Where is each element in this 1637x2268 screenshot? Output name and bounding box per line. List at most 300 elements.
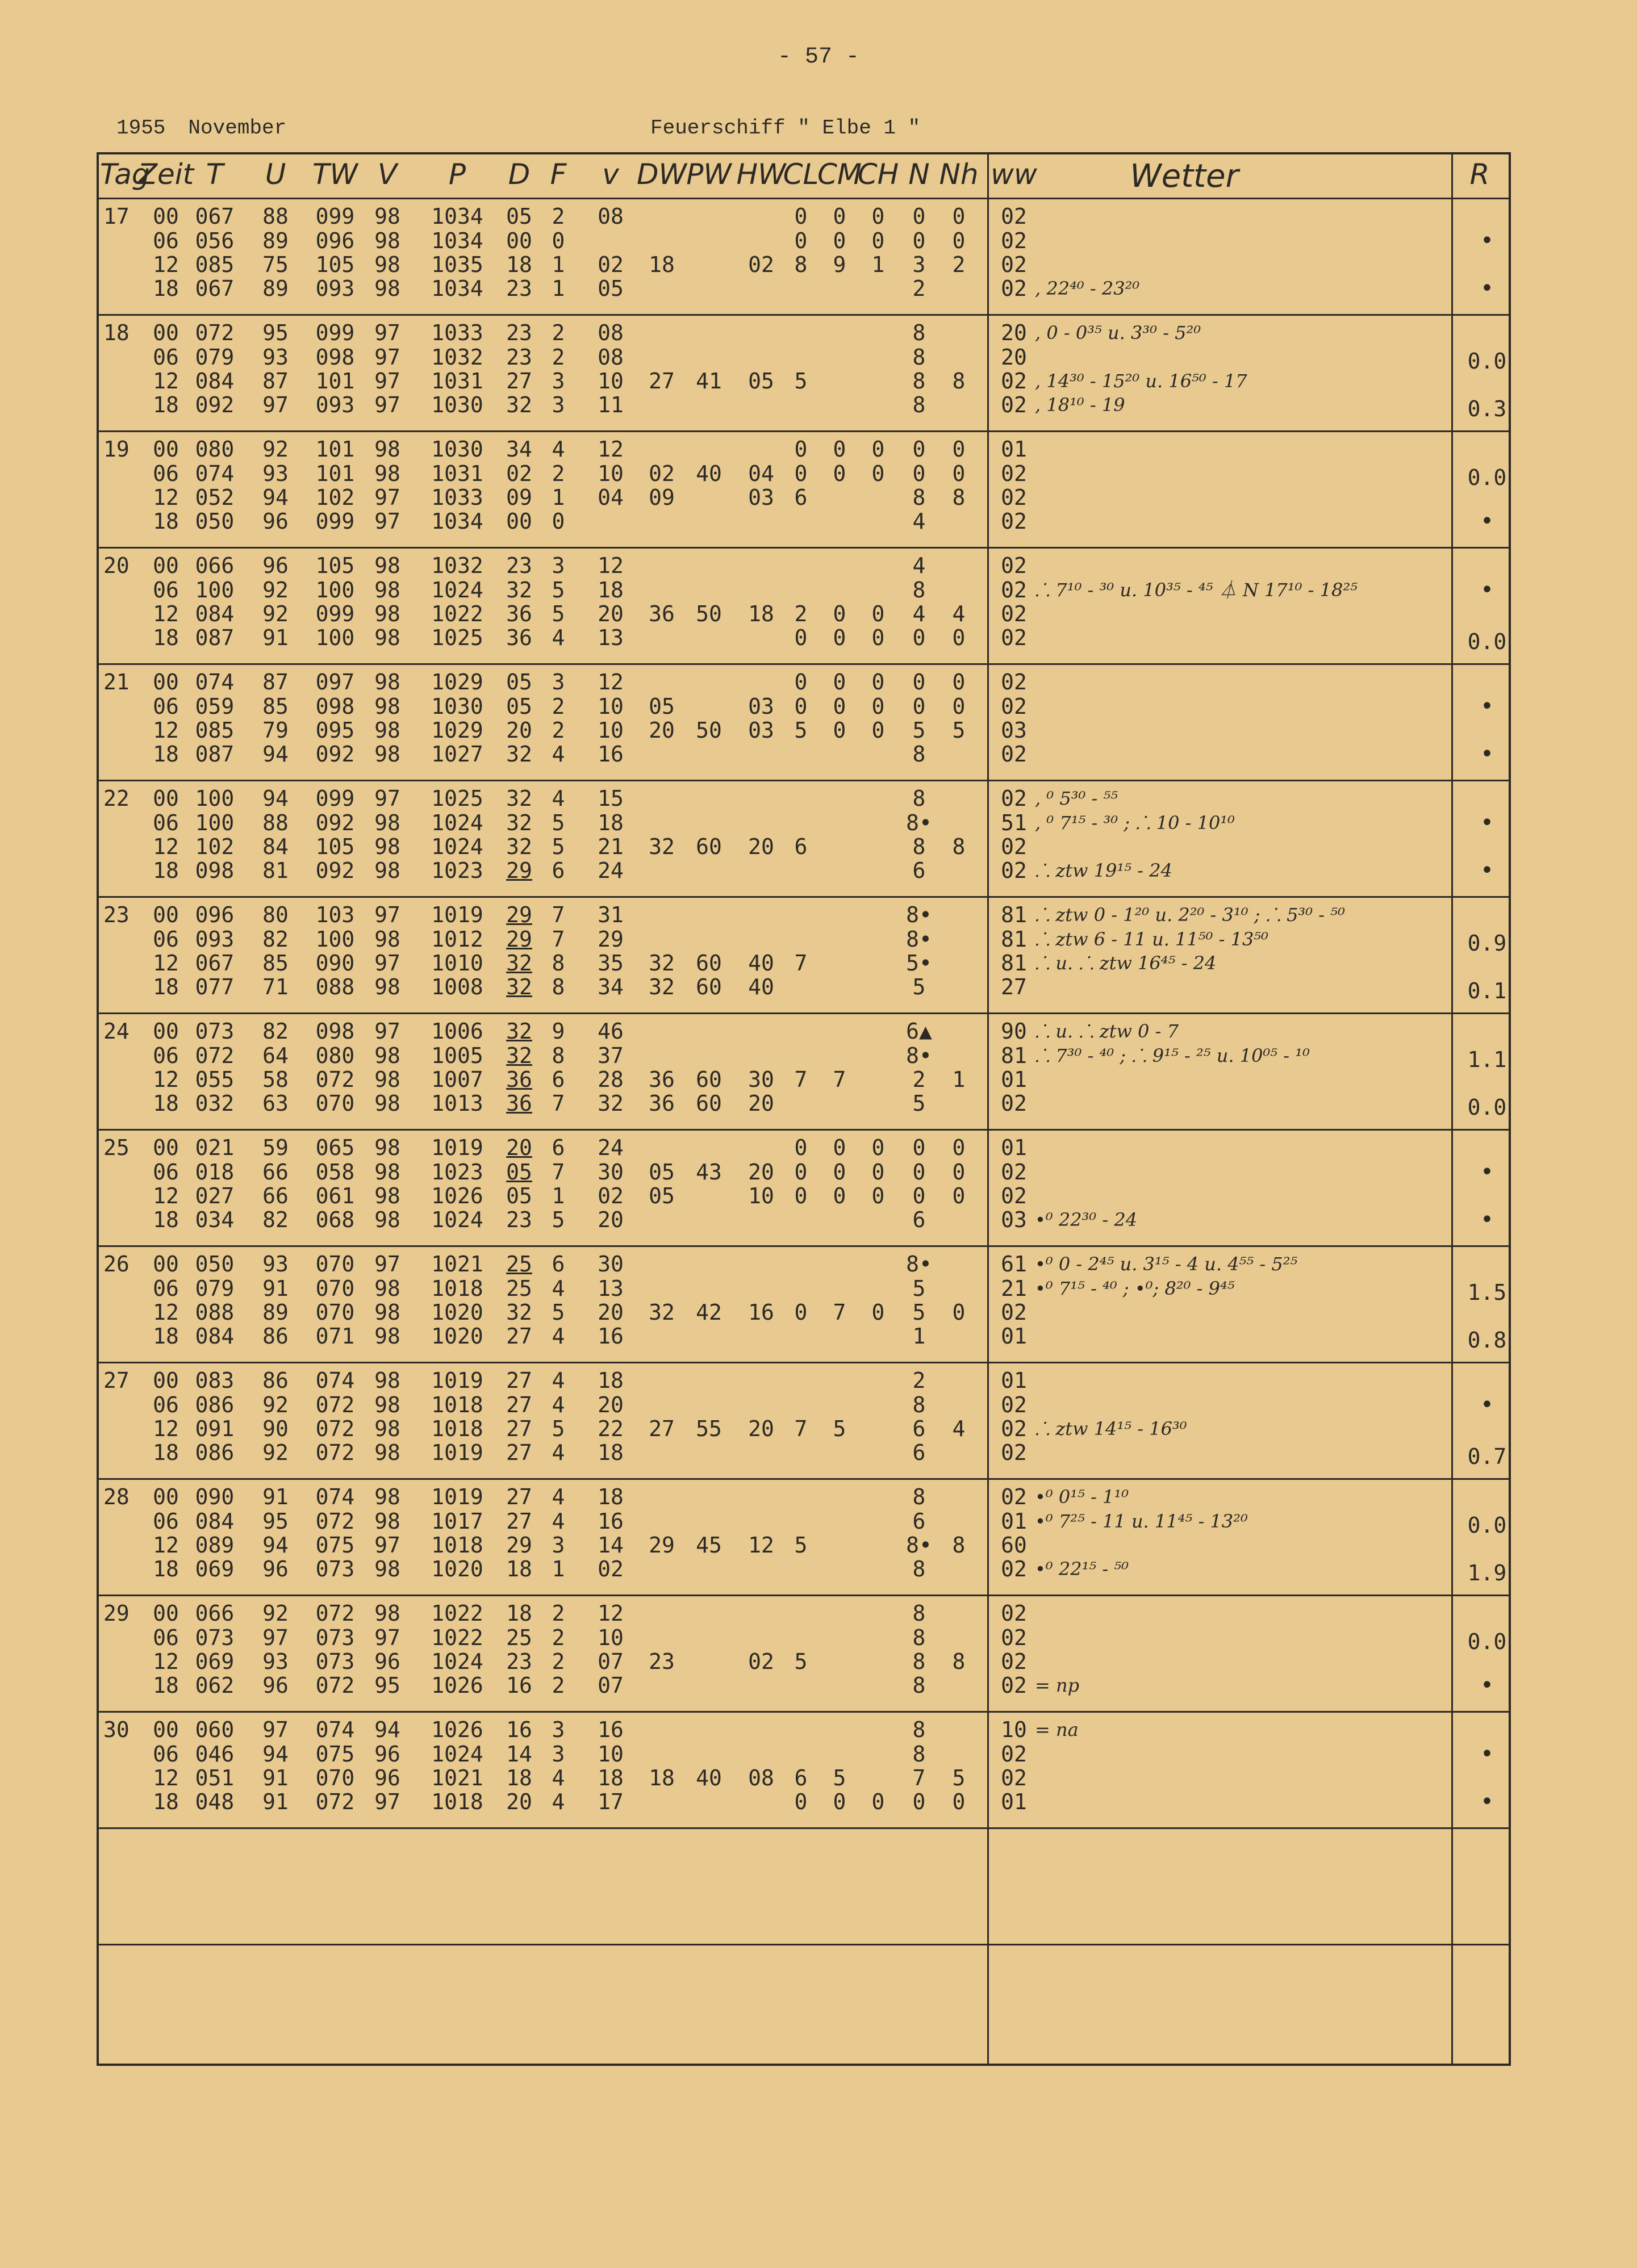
table-cell-ch: 0 <box>871 1160 885 1185</box>
table-cell-p: 1025 <box>431 625 483 650</box>
table-cell-zeit: 18 <box>153 1673 179 1698</box>
table-cell-v: 20 <box>598 601 624 626</box>
table-cell-v: 98 <box>374 553 400 578</box>
day-number: 17 <box>103 204 130 229</box>
precipitation-value: 0.1 <box>1467 978 1507 1003</box>
table-cell-t: 032 <box>195 1091 235 1116</box>
day-separator <box>97 1362 1511 1363</box>
table-cell-cm: 0 <box>833 228 846 253</box>
table-cell-v: 98 <box>374 437 400 462</box>
table-cell-n: 3 <box>912 252 926 277</box>
table-cell-ww: 10 <box>1001 1717 1027 1742</box>
table-cell-tw: 072 <box>315 1601 355 1626</box>
table-cell-hw: 16 <box>748 1300 774 1325</box>
table-cell-u: 66 <box>262 1183 289 1208</box>
table-cell-ww: 21 <box>1001 1276 1027 1301</box>
table-cell-d: 14 <box>506 1742 532 1767</box>
column-header-v: V <box>377 158 398 191</box>
table-cell-u: 94 <box>262 485 289 510</box>
day-number: 26 <box>103 1252 130 1277</box>
table-cell-d: 32 <box>506 1043 532 1068</box>
table-cell-tw: 072 <box>315 1509 355 1534</box>
table-cell-f: 5 <box>552 810 565 835</box>
table-cell-ww: 02 <box>1001 786 1027 811</box>
table-cell-cl: 0 <box>794 625 808 650</box>
weather-note: , 14³⁰ - 15²⁰ u. 16⁵⁰ - 17 <box>1035 370 1247 392</box>
table-cell-d: 27 <box>506 1368 532 1393</box>
table-cell-f: 4 <box>552 1368 565 1393</box>
day-number: 18 <box>103 320 130 345</box>
table-cell-u: 96 <box>262 509 289 534</box>
table-cell-n: 8 <box>912 392 926 417</box>
table-cell-d: 36 <box>506 601 532 626</box>
table-cell-f: 5 <box>552 1416 565 1441</box>
table-cell-f: 7 <box>552 1160 565 1185</box>
table-cell-zeit: 12 <box>153 951 179 976</box>
table-cell-tw: 105 <box>315 834 355 859</box>
table-cell-zeit: 00 <box>153 1368 179 1393</box>
table-cell-n: 2 <box>912 1368 926 1393</box>
table-cell-ww: 03 <box>1001 1207 1027 1232</box>
table-cell-t: 066 <box>195 1601 235 1626</box>
table-cell-d: 05 <box>506 694 532 719</box>
table-cell-p: 1032 <box>431 345 483 370</box>
table-cell-u: 64 <box>262 1043 289 1068</box>
table-cell-f: 4 <box>552 437 565 462</box>
table-cell-tw: 092 <box>315 858 355 883</box>
table-cell-n: 2 <box>912 276 926 301</box>
table-cell-ww: 02 <box>1001 1649 1027 1674</box>
table-cell-ww: 81 <box>1001 1043 1027 1068</box>
table-cell-u: 96 <box>262 1673 289 1698</box>
table-cell-nh: 1 <box>952 1067 966 1092</box>
table-cell-tw: 105 <box>315 553 355 578</box>
table-cell-v: 16 <box>598 1509 624 1534</box>
day-number: 25 <box>103 1135 130 1160</box>
table-cell-cm: 7 <box>833 1300 846 1325</box>
table-cell-n: 5 <box>912 1091 926 1116</box>
table-cell-v: 95 <box>374 1673 400 1698</box>
table-cell-zeit: 18 <box>153 1789 179 1814</box>
table-cell-ww: 02 <box>1001 578 1027 602</box>
day-separator <box>97 780 1511 781</box>
table-cell-cl: 5 <box>794 718 808 743</box>
table-cell-u: 84 <box>262 834 289 859</box>
table-cell-v: 98 <box>374 1043 400 1068</box>
table-cell-v: 14 <box>598 1533 624 1558</box>
table-cell-p: 1010 <box>431 951 483 976</box>
table-cell-zeit: 00 <box>153 902 179 927</box>
table-cell-v: 97 <box>374 902 400 927</box>
table-cell-n: 8 <box>912 1484 926 1509</box>
table-cell-v: 98 <box>374 1416 400 1441</box>
table-cell-p: 1027 <box>431 742 483 767</box>
table-cell-v: 28 <box>598 1067 624 1092</box>
table-cell-d: 05 <box>506 1183 532 1208</box>
table-cell-n: 0 <box>912 1789 926 1814</box>
weather-note: •⁰ 22³⁰ - 24 <box>1035 1209 1138 1231</box>
table-cell-tw: 092 <box>315 742 355 767</box>
precipitation-value: • <box>1480 275 1494 302</box>
table-cell-v: 97 <box>374 786 400 811</box>
table-cell-u: 87 <box>262 369 289 394</box>
table-cell-n: 8 <box>912 834 926 859</box>
weather-note: ⸫ u. ⸫ ztw 16⁴⁵ - 24 <box>1035 952 1217 974</box>
table-cell-u: 92 <box>262 1440 289 1465</box>
table-cell-tw: 095 <box>315 718 355 743</box>
table-cell-n: 5• <box>906 951 932 976</box>
table-cell-tw: 073 <box>315 1649 355 1674</box>
table-cell-v: 29 <box>598 927 624 952</box>
day-separator <box>97 1711 1511 1713</box>
table-cell-t: 089 <box>195 1533 235 1558</box>
table-cell-zeit: 06 <box>153 1276 179 1301</box>
table-cell-ww: 02 <box>1001 553 1027 578</box>
weather-note: •⁰ 0 - 2⁴⁵ u. 3¹⁵ - 4 u. 4⁵⁵ - 5²⁵ <box>1035 1253 1298 1275</box>
table-cell-u: 91 <box>262 1765 289 1790</box>
table-cell-hw: 02 <box>748 252 774 277</box>
table-cell-n: 8 <box>912 485 926 510</box>
table-cell-t: 069 <box>195 1649 235 1674</box>
table-cell-t: 073 <box>195 1625 235 1650</box>
table-cell-n: 8 <box>912 1625 926 1650</box>
table-cell-d: 18 <box>506 1601 532 1626</box>
table-cell-p: 1034 <box>431 276 483 301</box>
table-cell-cl: 5 <box>794 369 808 394</box>
table-cell-v: 97 <box>374 392 400 417</box>
table-cell-zeit: 12 <box>153 1416 179 1441</box>
table-cell-ww: 02 <box>1001 485 1027 510</box>
table-cell-v: 98 <box>374 1324 400 1349</box>
table-cell-f: 1 <box>552 1183 565 1208</box>
table-cell-dw: 27 <box>649 1416 675 1441</box>
table-cell-u: 82 <box>262 1019 289 1044</box>
table-cell-d: 25 <box>506 1625 532 1650</box>
precipitation-value: • <box>1480 1789 1494 1815</box>
table-cell-n: 8• <box>906 1533 932 1558</box>
table-cell-d: 00 <box>506 509 532 534</box>
precipitation-value: • <box>1480 1392 1494 1418</box>
table-cell-p: 1017 <box>431 1509 483 1534</box>
precipitation-value: 0.8 <box>1467 1328 1507 1353</box>
table-cell-ww: 02 <box>1001 461 1027 486</box>
table-cell-v: 97 <box>374 369 400 394</box>
table-cell-v: 98 <box>374 625 400 650</box>
table-cell-f: 5 <box>552 1207 565 1232</box>
table-cell-f: 1 <box>552 1556 565 1581</box>
table-cell-u: 94 <box>262 742 289 767</box>
table-cell-v: 02 <box>598 1183 624 1208</box>
table-cell-zeit: 06 <box>153 345 179 370</box>
table-cell-zeit: 00 <box>153 1484 179 1509</box>
table-cell-tw: 068 <box>315 1207 355 1232</box>
divider-before-r <box>1451 152 1453 2066</box>
table-cell-f: 7 <box>552 902 565 927</box>
column-header-cl: CL <box>783 158 819 191</box>
table-cell-ww: 02 <box>1001 694 1027 719</box>
column-header-tw: TW <box>312 158 358 191</box>
table-cell-d: 23 <box>506 320 532 345</box>
column-header-wetter: Wetter <box>1130 158 1239 195</box>
table-cell-p: 1021 <box>431 1765 483 1790</box>
table-cell-v: 18 <box>598 810 624 835</box>
table-cell-ww: 01 <box>1001 1368 1027 1393</box>
table-cell-v: 20 <box>598 1207 624 1232</box>
table-cell-tw: 075 <box>315 1533 355 1558</box>
table-cell-p: 1019 <box>431 1135 483 1160</box>
table-cell-p: 1018 <box>431 1392 483 1417</box>
table-cell-zeit: 00 <box>153 1252 179 1277</box>
table-cell-tw: 098 <box>315 345 355 370</box>
table-cell-p: 1025 <box>431 786 483 811</box>
table-cell-v: 97 <box>374 1789 400 1814</box>
table-cell-t: 067 <box>195 276 235 301</box>
table-cell-hw: 20 <box>748 1091 774 1116</box>
table-cell-f: 4 <box>552 1440 565 1465</box>
table-cell-f: 2 <box>552 1625 565 1650</box>
table-cell-n: 4 <box>912 553 926 578</box>
empty-row-separator <box>97 1944 1511 1945</box>
table-cell-v: 98 <box>374 228 400 253</box>
table-cell-cm: 0 <box>833 461 846 486</box>
table-cell-v: 97 <box>374 485 400 510</box>
table-cell-n: 8• <box>906 927 932 952</box>
table-cell-t: 088 <box>195 1300 235 1325</box>
table-cell-tw: 103 <box>315 902 355 927</box>
table-cell-ww: 81 <box>1001 927 1027 952</box>
table-cell-u: 66 <box>262 1160 289 1185</box>
table-cell-t: 021 <box>195 1135 235 1160</box>
table-cell-v: 94 <box>374 1717 400 1742</box>
table-cell-pw: 60 <box>696 951 722 976</box>
table-cell-tw: 099 <box>315 204 355 229</box>
table-cell-hw: 05 <box>748 369 774 394</box>
table-cell-t: 066 <box>195 553 235 578</box>
table-cell-cm: 0 <box>833 625 846 650</box>
table-cell-dw: 29 <box>649 1533 675 1558</box>
table-cell-f: 6 <box>552 1135 565 1160</box>
table-cell-cl: 6 <box>794 834 808 859</box>
day-separator <box>97 663 1511 665</box>
table-cell-t: 073 <box>195 1019 235 1044</box>
table-cell-tw: 071 <box>315 1324 355 1349</box>
table-cell-p: 1035 <box>431 252 483 277</box>
table-cell-nh: 0 <box>952 625 966 650</box>
column-header-hw: HW <box>736 158 786 191</box>
table-cell-t: 072 <box>195 320 235 345</box>
column-header-p: P <box>448 158 466 191</box>
table-cell-d: 20 <box>506 718 532 743</box>
table-cell-v: 98 <box>374 718 400 743</box>
table-cell-zeit: 00 <box>153 204 179 229</box>
table-cell-v: 20 <box>598 1300 624 1325</box>
column-header-f: F <box>550 158 567 191</box>
table-cell-pw: 60 <box>696 1067 722 1092</box>
table-cell-v: 98 <box>374 1067 400 1092</box>
table-cell-ww: 02 <box>1001 834 1027 859</box>
table-cell-t: 055 <box>195 1067 235 1092</box>
table-cell-p: 1006 <box>431 1019 483 1044</box>
table-cell-d: 27 <box>506 1509 532 1534</box>
table-cell-zeit: 12 <box>153 252 179 277</box>
table-cell-v: 32 <box>598 1091 624 1116</box>
table-cell-v: 20 <box>598 1392 624 1417</box>
weather-note: •⁰ 22¹⁵ - ⁵⁰ <box>1035 1558 1129 1580</box>
table-cell-pw: 42 <box>696 1300 722 1325</box>
precipitation-value: • <box>1480 1159 1494 1185</box>
table-cell-d: 05 <box>506 669 532 694</box>
table-cell-u: 89 <box>262 228 289 253</box>
table-cell-tw: 072 <box>315 1392 355 1417</box>
table-cell-ch: 0 <box>871 437 885 462</box>
table-cell-cm: 0 <box>833 437 846 462</box>
table-cell-zeit: 00 <box>153 1717 179 1742</box>
table-cell-d: 36 <box>506 625 532 650</box>
table-cell-d: 18 <box>506 1765 532 1790</box>
table-cell-v: 98 <box>374 1392 400 1417</box>
table-cell-pw: 60 <box>696 974 722 999</box>
table-cell-cl: 6 <box>794 1765 808 1790</box>
table-cell-zeit: 18 <box>153 1440 179 1465</box>
table-cell-p: 1026 <box>431 1673 483 1698</box>
table-cell-ch: 0 <box>871 1135 885 1160</box>
table-cell-f: 1 <box>552 276 565 301</box>
table-cell-ww: 02 <box>1001 276 1027 301</box>
table-cell-v: 97 <box>374 345 400 370</box>
table-cell-zeit: 06 <box>153 461 179 486</box>
day-number: 28 <box>103 1484 130 1509</box>
table-cell-u: 59 <box>262 1135 289 1160</box>
table-cell-hw: 20 <box>748 834 774 859</box>
table-cell-p: 1034 <box>431 509 483 534</box>
table-cell-dw: 32 <box>649 974 675 999</box>
sheet-date <box>116 116 309 140</box>
precipitation-value: 0.0 <box>1467 1513 1507 1538</box>
table-cell-t: 084 <box>195 601 235 626</box>
table-cell-cl: 5 <box>794 1533 808 1558</box>
table-cell-zeit: 00 <box>153 1601 179 1626</box>
weather-note: ⸫ ztw 14¹⁵ - 16³⁰ <box>1035 1418 1187 1440</box>
table-cell-v: 07 <box>598 1649 624 1674</box>
column-header-r: R <box>1469 158 1490 191</box>
table-cell-tw: 061 <box>315 1183 355 1208</box>
table-cell-p: 1031 <box>431 369 483 394</box>
table-cell-d: 32 <box>506 834 532 859</box>
table-cell-ww: 02 <box>1001 392 1027 417</box>
table-cell-p: 1031 <box>431 461 483 486</box>
table-cell-n: 8 <box>912 786 926 811</box>
table-cell-v: 18 <box>598 1368 624 1393</box>
table-cell-cm: 0 <box>833 669 846 694</box>
table-cell-dw: 32 <box>649 834 675 859</box>
table-cell-hw: 40 <box>748 974 774 999</box>
precipitation-value: • <box>1480 228 1494 254</box>
table-cell-nh: 0 <box>952 1300 966 1325</box>
table-cell-u: 92 <box>262 1601 289 1626</box>
table-cell-zeit: 18 <box>153 1556 179 1581</box>
table-cell-v: 97 <box>374 1625 400 1650</box>
table-cell-t: 050 <box>195 509 235 534</box>
table-cell-v: 12 <box>598 553 624 578</box>
table-cell-cl: 5 <box>794 1649 808 1674</box>
table-cell-hw: 20 <box>748 1160 774 1185</box>
table-cell-n: 8 <box>912 1673 926 1698</box>
table-cell-zeit: 00 <box>153 553 179 578</box>
table-cell-d: 23 <box>506 553 532 578</box>
table-cell-n: 8 <box>912 742 926 767</box>
table-cell-u: 94 <box>262 1533 289 1558</box>
table-cell-p: 1007 <box>431 1067 483 1092</box>
table-cell-n: 5 <box>912 718 926 743</box>
table-cell-f: 3 <box>552 553 565 578</box>
table-cell-d: 20 <box>506 1789 532 1814</box>
table-cell-d: 27 <box>506 1392 532 1417</box>
table-cell-v: 12 <box>598 1601 624 1626</box>
table-cell-p: 1033 <box>431 485 483 510</box>
table-cell-t: 087 <box>195 742 235 767</box>
table-cell-f: 4 <box>552 1324 565 1349</box>
table-cell-n: 6▲ <box>906 1019 932 1044</box>
month: November <box>188 116 287 140</box>
table-cell-tw: 101 <box>315 461 355 486</box>
table-cell-zeit: 06 <box>153 228 179 253</box>
table-cell-ch: 0 <box>871 228 885 253</box>
table-cell-d: 16 <box>506 1717 532 1742</box>
table-cell-pw: 50 <box>696 601 722 626</box>
table-cell-nh: 8 <box>952 834 966 859</box>
table-cell-d: 05 <box>506 204 532 229</box>
table-cell-zeit: 12 <box>153 1300 179 1325</box>
table-cell-zeit: 12 <box>153 1533 179 1558</box>
table-cell-d: 32 <box>506 810 532 835</box>
table-cell-t: 018 <box>195 1160 235 1185</box>
table-cell-p: 1026 <box>431 1717 483 1742</box>
table-cell-ww: 01 <box>1001 1509 1027 1534</box>
column-header-dw: DW <box>637 158 687 191</box>
column-header-nh: Nh <box>939 158 979 191</box>
table-cell-ww: 02 <box>1001 204 1027 229</box>
table-cell-hw: 12 <box>748 1533 774 1558</box>
table-cell-f: 5 <box>552 578 565 602</box>
table-cell-cm: 0 <box>833 694 846 719</box>
table-cell-cl: 6 <box>794 485 808 510</box>
table-cell-tw: 072 <box>315 1440 355 1465</box>
table-cell-t: 091 <box>195 1416 235 1441</box>
table-cell-tw: 070 <box>315 1765 355 1790</box>
table-cell-p: 1024 <box>431 578 483 602</box>
table-cell-u: 92 <box>262 578 289 602</box>
table-cell-cm: 0 <box>833 601 846 626</box>
table-cell-u: 58 <box>262 1067 289 1092</box>
table-cell-ww: 01 <box>1001 1789 1027 1814</box>
column-header-tag: Tag <box>100 158 150 191</box>
table-cell-u: 91 <box>262 1789 289 1814</box>
table-cell-hw: 02 <box>748 1649 774 1674</box>
table-cell-dw: 18 <box>649 1765 675 1790</box>
day-number: 20 <box>103 553 130 578</box>
table-cell-u: 96 <box>262 1556 289 1581</box>
table-cell-ch: 0 <box>871 461 885 486</box>
table-cell-f: 4 <box>552 1789 565 1814</box>
precipitation-value: 0.0 <box>1467 349 1507 374</box>
table-cell-n: 6 <box>912 858 926 883</box>
table-cell-n: 8• <box>906 810 932 835</box>
table-cell-ch: 0 <box>871 1300 885 1325</box>
table-cell-d: 25 <box>506 1276 532 1301</box>
table-cell-dw: 36 <box>649 601 675 626</box>
table-cell-v: 98 <box>374 834 400 859</box>
table-cell-u: 87 <box>262 669 289 694</box>
